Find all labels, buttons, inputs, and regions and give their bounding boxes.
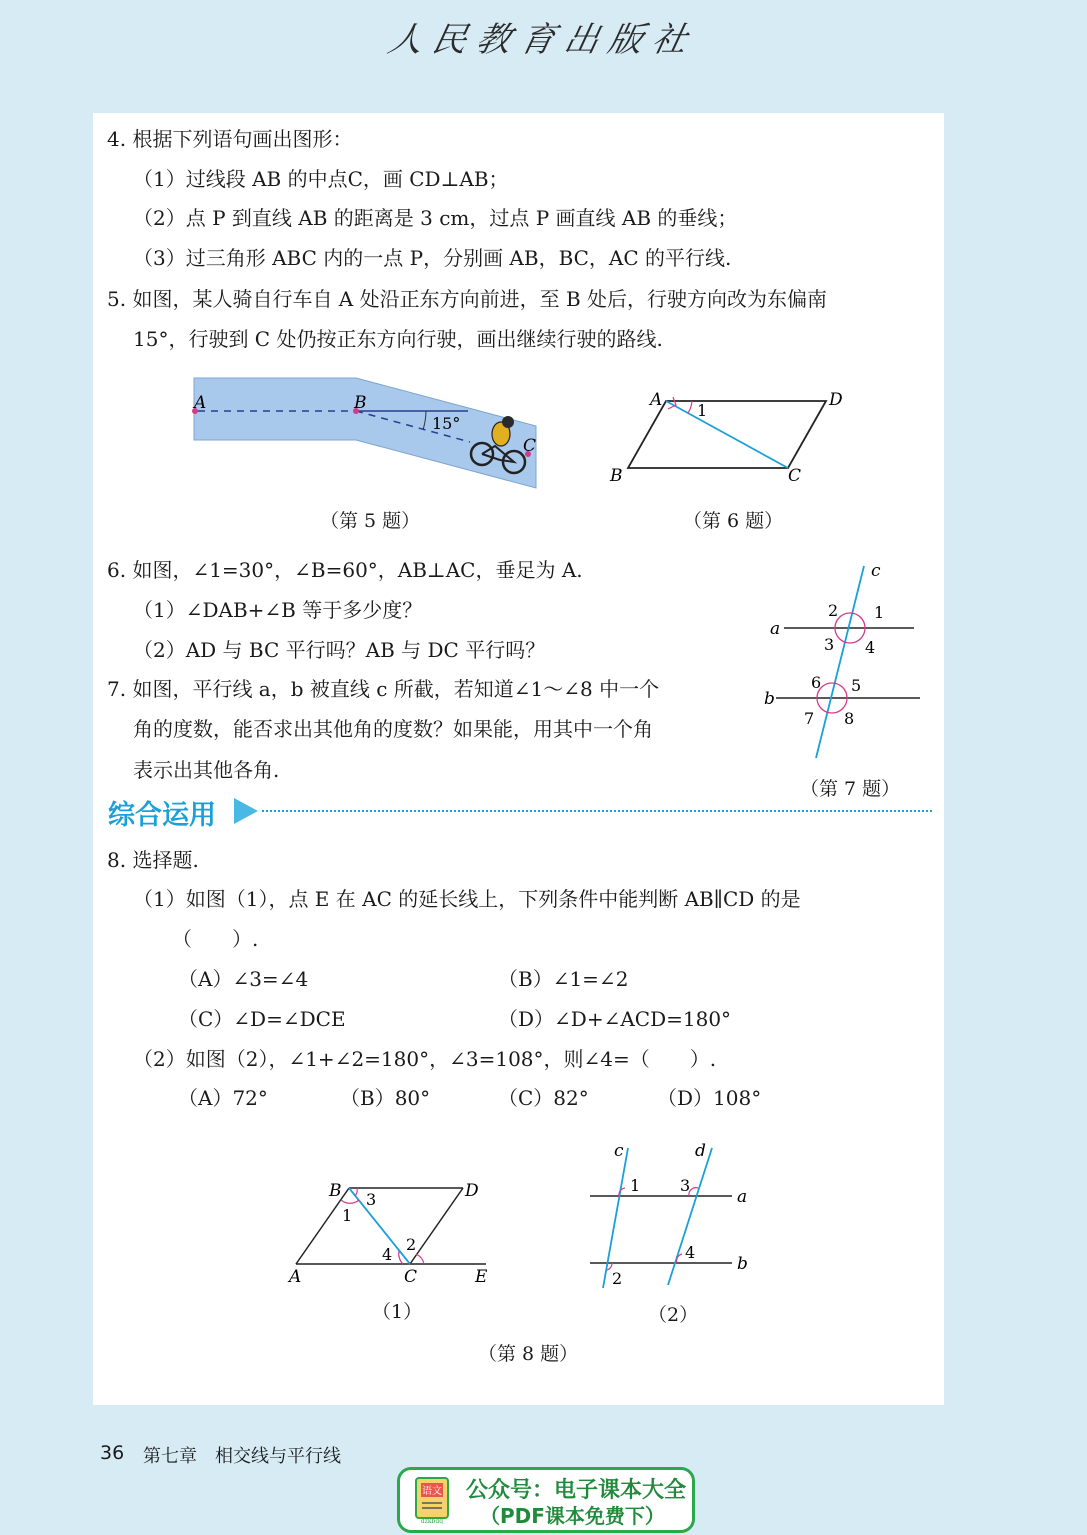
fig8a-n2: 2: [406, 1235, 417, 1254]
figure-7-caption: （第 7 题）: [800, 778, 901, 800]
fig8a-n4: 4: [382, 1245, 393, 1264]
problem-4-item-2: （2）点 P 到直线 AB 的距离是 3 cm，过点 P 画直线 AB 的垂线；: [133, 206, 738, 230]
problem-8-q2-option-A: （A）72°: [178, 1086, 268, 1110]
figure-8-1-caption: （1）: [372, 1301, 423, 1323]
problem-7-line-1: 7. 如图，平行线 a，b 被直线 c 所截，若知道∠1～∠8 中一个: [107, 677, 660, 701]
problem-5-line-1: 5. 如图，某人骑自行车自 A 处沿正东方向前进，至 B 处后，行驶方向改为东偏南: [107, 287, 828, 311]
fig7-n6: 6: [811, 673, 822, 692]
figure-8-2-caption: （2）: [648, 1304, 699, 1326]
fig8b-n2: 2: [612, 1269, 623, 1288]
problem-8-q2-option-C: （C）82°: [498, 1086, 589, 1110]
figure-6: [600, 385, 860, 495]
section-title: 综合运用: [108, 800, 216, 831]
problem-8-q1-line-2: （ ）.: [172, 927, 259, 951]
problem-8-q2-line: （2）如图（2），∠1+∠2=180°，∠3=108°，则∠4=（ ）.: [133, 1047, 717, 1071]
section-divider: [262, 810, 932, 812]
fig8a-n1: 1: [342, 1206, 353, 1225]
figure-6-caption: （第 6 题）: [683, 510, 784, 532]
figure-7: [760, 558, 930, 768]
fig7-n1: 1: [874, 603, 885, 622]
problem-8-q2-option-D: （D）108°: [657, 1086, 762, 1110]
fig8b-n3: 3: [680, 1176, 691, 1195]
fig7-n4: 4: [865, 638, 876, 657]
fig8a-label-C: C: [404, 1267, 418, 1287]
problem-8-q1-option-B: （B）∠1=∠2: [498, 967, 629, 991]
fig8a-label-E: E: [475, 1267, 488, 1287]
fig5-label-A: A: [194, 393, 207, 413]
fig6-label-C: C: [788, 466, 802, 486]
figure-8-1: [283, 1174, 503, 1290]
promo-line-2: （PDF课本免费下）: [480, 1504, 665, 1528]
problem-4-item-3: （3）过三角形 ABC 内的一点 P，分别画 AB，BC，AC 的平行线.: [133, 246, 732, 270]
figure-8-caption: （第 8 题）: [478, 1343, 579, 1365]
fig8b-label-d: d: [695, 1141, 706, 1161]
book-icon-sub: dzkbdq: [420, 1518, 444, 1524]
fig5-label-B: B: [354, 393, 367, 413]
fig8a-n3: 3: [366, 1190, 377, 1209]
figure-8-2: [585, 1140, 755, 1295]
page-number: 36: [100, 1442, 125, 1464]
fig6-label-A: A: [650, 390, 663, 410]
problem-7-line-3: 表示出其他各角.: [133, 758, 280, 782]
fig8b-label-a: a: [737, 1187, 748, 1207]
problem-8-q1-option-C: （C）∠D=∠DCE: [178, 1007, 346, 1031]
fig8b-n4: 4: [685, 1243, 696, 1262]
book-icon: [412, 1476, 452, 1524]
problem-8-q1-option-A: （A）∠3=∠4: [178, 967, 309, 991]
fig7-n5: 5: [851, 676, 862, 695]
publisher-logo: 人民教育出版社: [384, 20, 701, 60]
fig5-label-C: C: [523, 436, 537, 456]
fig6-label-B: B: [610, 466, 623, 486]
fig8a-label-A: A: [289, 1267, 302, 1287]
fig8b-label-b: b: [737, 1254, 748, 1274]
fig7-label-b: b: [764, 689, 775, 709]
fig8a-label-D: D: [465, 1181, 479, 1201]
fig5-angle-label: 15°: [432, 414, 461, 433]
problem-6-q1: （1）∠DAB+∠B 等于多少度？: [133, 598, 423, 622]
problem-8-q1-line-1: （1）如图（1），点 E 在 AC 的延长线上，下列条件中能判断 AB∥CD 的是: [133, 887, 801, 911]
problem-7-line-2: 角的度数，能否求出其他角的度数？如果能，用其中一个角: [133, 717, 653, 741]
fig7-n3: 3: [824, 635, 835, 654]
promo-line-1: 公众号：电子课本大全: [466, 1478, 687, 1503]
fig6-label-D: D: [829, 390, 843, 410]
problem-8-q1-option-D: （D）∠D+∠ACD=180°: [498, 1007, 732, 1031]
problem-5-line-2: 15°，行驶到 C 处仍按正东方向行驶，画出继续行驶的路线.: [133, 327, 663, 351]
problem-8-q2-option-B: （B）80°: [340, 1086, 431, 1110]
fig8b-n1: 1: [630, 1176, 641, 1195]
fig7-n2: 2: [828, 601, 839, 620]
problem-8-stem: 8. 选择题.: [107, 848, 199, 872]
problem-6-q2: （2）AD 与 BC 平行吗？AB 与 DC 平行吗？: [133, 638, 546, 662]
fig7-label-c: c: [871, 561, 881, 581]
section-arrow-icon: [234, 798, 258, 824]
problem-6-stem: 6. 如图，∠1=30°，∠B=60°，AB⊥AC，垂足为 A.: [107, 558, 583, 582]
problem-4-item-1: （1）过线段 AB 的中点C，画 CD⊥AB；: [133, 167, 509, 191]
problem-4-stem: 4. 根据下列语句画出图形：: [107, 127, 353, 151]
figure-5: [190, 372, 540, 496]
fig8a-label-B: B: [329, 1181, 342, 1201]
fig7-n8: 8: [844, 709, 855, 728]
fig6-angle-1: 1: [697, 401, 708, 420]
fig7-label-a: a: [770, 619, 781, 639]
fig7-n7: 7: [804, 709, 815, 728]
promo-badge[interactable]: [397, 1467, 695, 1533]
fig8b-label-c: c: [614, 1141, 624, 1161]
chapter-title: 第七章 相交线与平行线: [143, 1446, 341, 1467]
figure-5-caption: （第 5 题）: [320, 510, 421, 532]
book-icon-label: 语文: [422, 1486, 442, 1497]
